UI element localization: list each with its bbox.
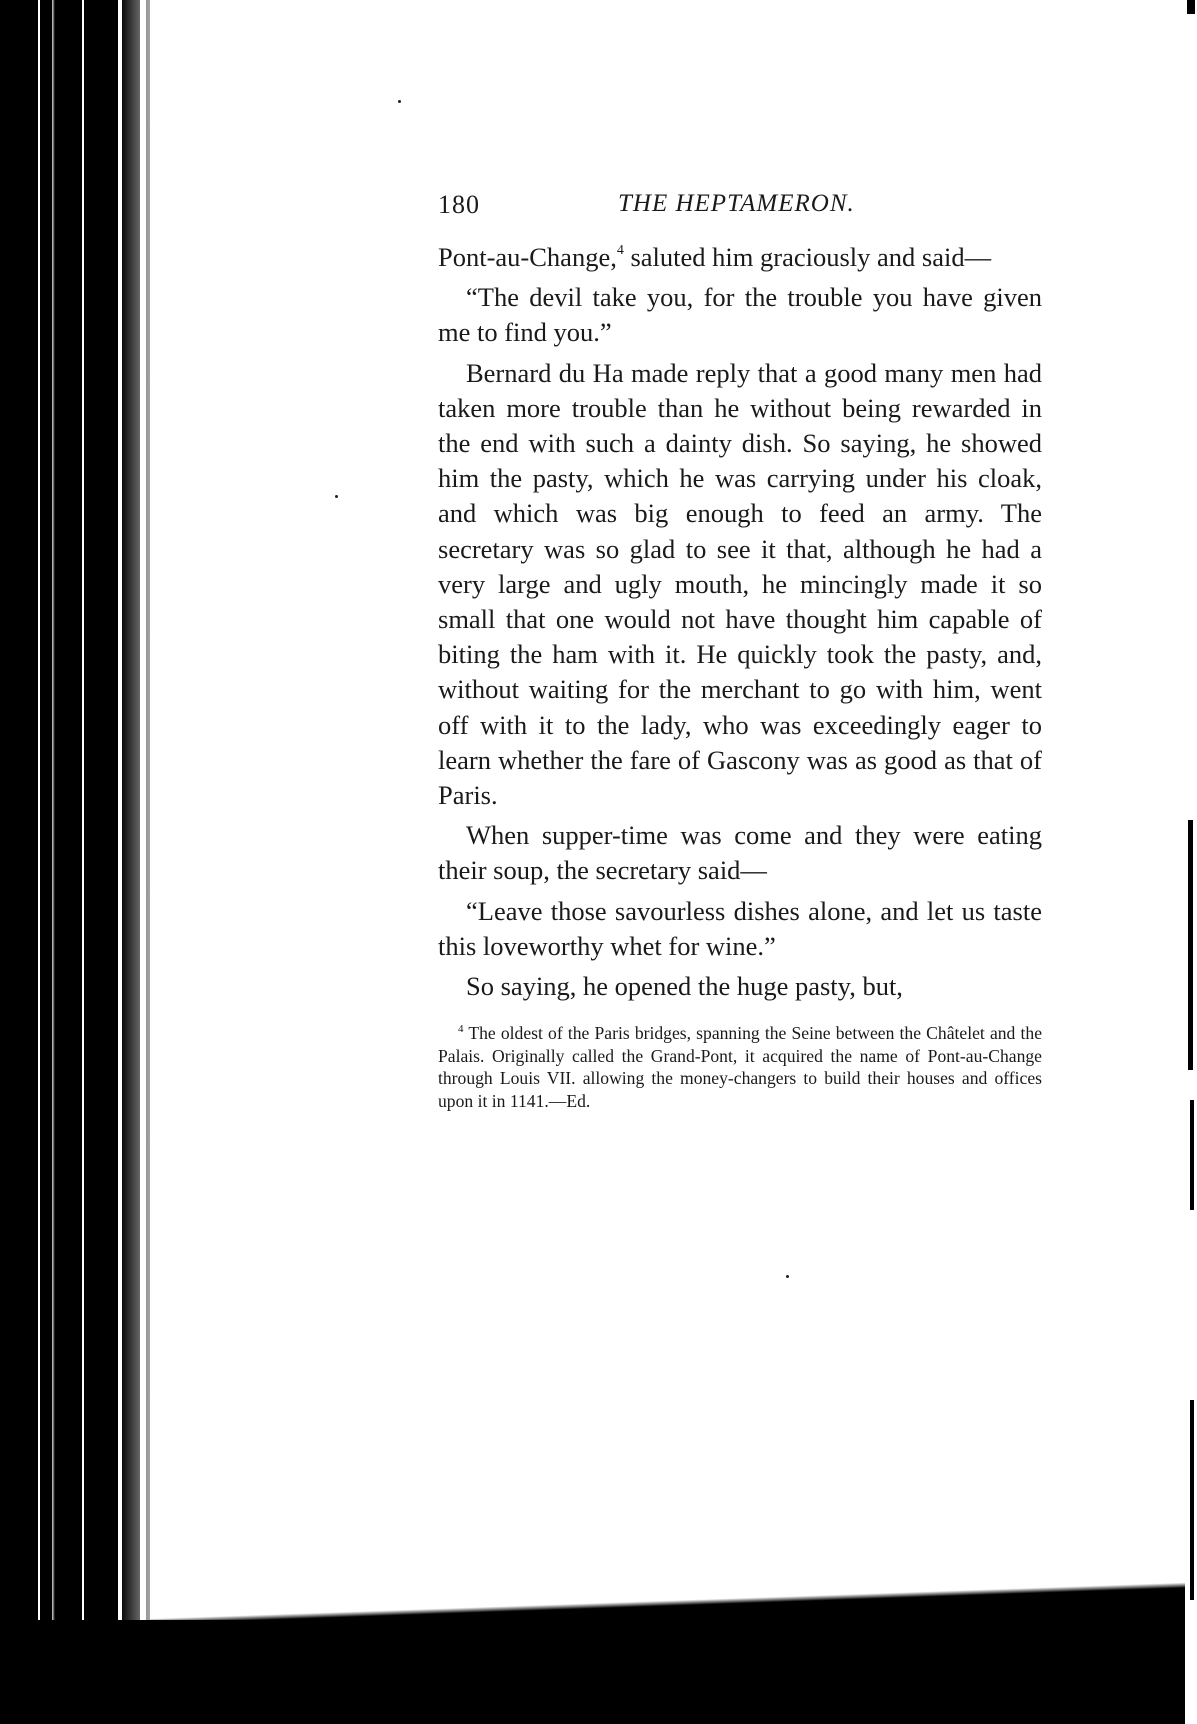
scan-speck — [786, 1275, 789, 1278]
paragraph: When supper-time was come and they were eating their soup, the secretary said— — [438, 820, 1042, 886]
footnote-ref: 4 — [616, 243, 624, 258]
paragraph: “Leave those savourless dishes alone, and let us taste this loveworthy whet for wine.” — [438, 895, 1042, 961]
paragraph-text: Pont-au-Change, — [438, 242, 617, 272]
footnote-body: The oldest of the Paris bridges, spanning the Seine between the Châtelet and the Palais. Originally called the Grand-Pont, it acquired the name of Pont-au-Change through Louis VII. allowing the money-changers to build their houses and offices upon it in 1141.—Ed. — [438, 1023, 1042, 1112]
scan-speck — [398, 100, 401, 103]
right-edge-mark — [1190, 1100, 1194, 1210]
footnote — [438, 1022, 1042, 1112]
paragraph: So saying, he opened the huge pasty, but, — [466, 971, 903, 1002]
paragraph — [438, 240, 1042, 275]
paragraph: “The devil take you, for the trouble you have given me to find you.” — [438, 282, 1042, 348]
paragraph-text: saluted him graciously and said— — [623, 242, 992, 272]
body-text — [438, 240, 1042, 1004]
right-edge-mark — [1190, 1400, 1194, 1600]
right-edge-mark — [1188, 820, 1193, 1070]
scan-speck — [335, 495, 338, 498]
book-page — [438, 190, 1042, 1113]
page-bottom-edge — [0, 1620, 1197, 1724]
footnote-text — [438, 1022, 1042, 1112]
right-edge-mark — [1187, 0, 1195, 14]
footnote-marker: 4 — [458, 1023, 464, 1036]
page-number: 180 — [438, 190, 480, 219]
running-title: THE HEPTAMERON. — [618, 190, 855, 217]
gutter-fade — [120, 0, 170, 1724]
paragraph: Bernard du Ha made reply that a good many men had taken more trouble than he without being rewarded in the end with such a dainty dish. So saying, he showed him the pasty, which he was carrying under his cloak, and which was big enough to feed an army. The secretary was so glad to see it that, although he had a very large and ugly mouth, he mincingly made it so small that one would not have thought him capable of biting the ham with it. He quickly took the pasty, and, without waiting for the merchant to go with him, went off with it to the lady, who was exceedingly eager to learn whether the fare of Gascony was as good as that of Paris. — [438, 357, 1042, 811]
running-head — [438, 190, 1042, 226]
